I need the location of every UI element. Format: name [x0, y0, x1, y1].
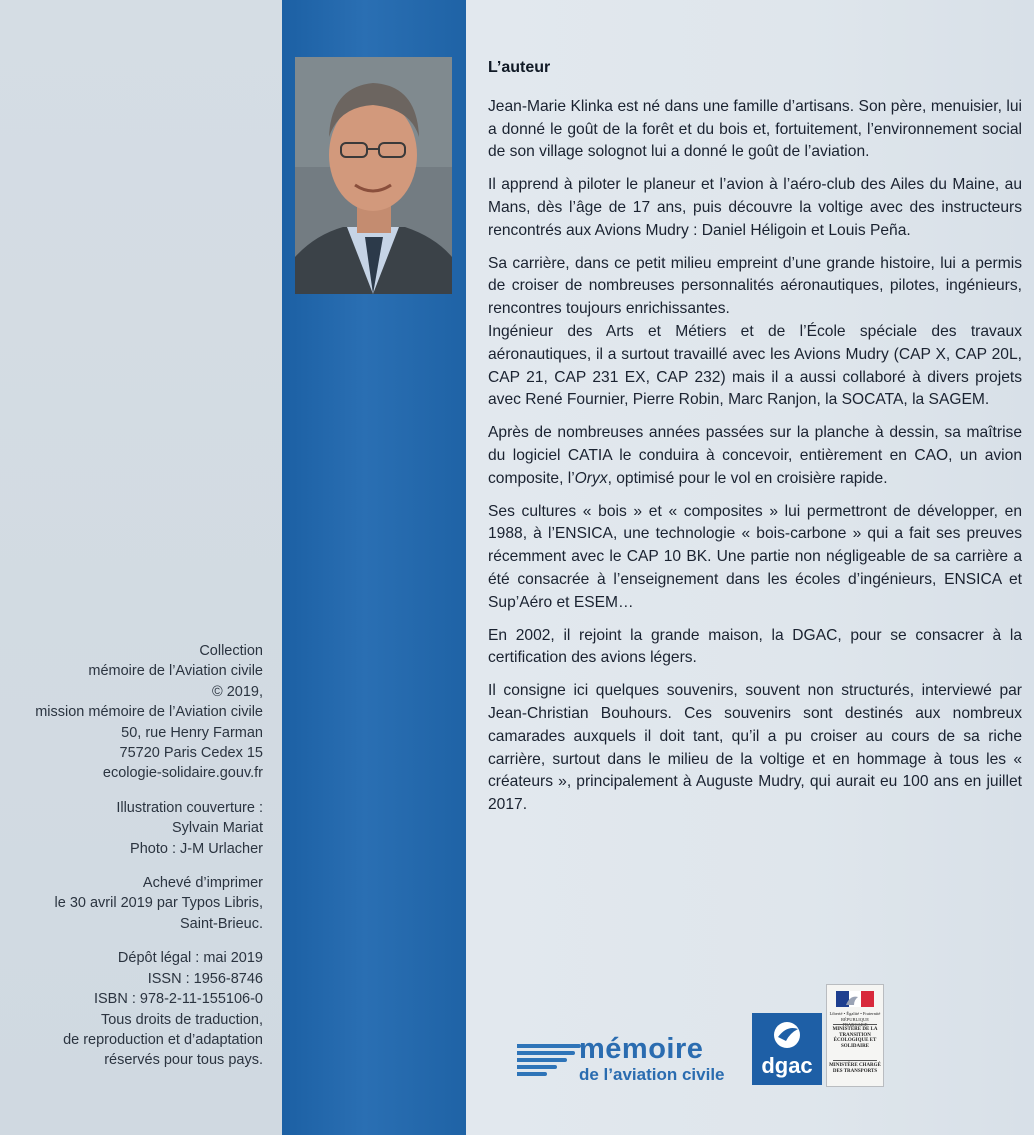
colophon-address-2: 75720 Paris Cedex 15 [119, 745, 263, 762]
colophon-address-1: 50, rue Henry Farman [121, 724, 263, 741]
bio-paragraph-4: Ingénieur des Arts et Métiers et de l’École spéciale des travaux aéronautiques, il a surtout travaillé avec les Avions Mudry (CAP X, CAP 20L, CAP 21, CAP 231 EX, CAP 232) mais il a aussi collaboré à divers projets avec René Fournier, Pierre Robin, Marc Ranjon, la SOCATA, la SAGEM. [488, 322, 1022, 409]
colophon-printed-1: Achevé d’imprimer [142, 875, 263, 892]
bio-paragraph-6: Ses cultures « bois » et « composites » lui permettront de développer, en 1988, à l’ENSICA, une technologie « bois-carbone » qui a fait ses preuves récemment avec le CAP 10 BK. Une partie non négligeable de sa carrière a été consacrée à l’enseignement dans les écoles d’ingénieurs, ENSICA et Sup’Aéro et ESEM… [488, 502, 1022, 611]
colophon-illustration-name: Sylvain Mariat [171, 820, 263, 837]
memoire-aviation-civile-logo [517, 1033, 737, 1089]
colophon-publisher: mission mémoire de l’Aviation civile [35, 704, 263, 721]
colophon-rights-1: Tous droits de traduction, [100, 1011, 263, 1028]
colophon-illustration-label: Illustration couverture : [116, 799, 263, 816]
colophon-rights-2: de reproduction et d’adaptation [63, 1031, 263, 1048]
author-heading: L’auteur [488, 59, 551, 76]
bio-paragraph-7: En 2002, il rejoint la grande maison, la DGAC, pour se consacrer à la certification des avions légers. [488, 626, 1022, 667]
memoire-logo-subtitle: de l’aviation civile [579, 1065, 725, 1084]
bio-paragraph-1: Jean-Marie Klinka est né dans une famille d’artisans. Son père, menuisier, lui a donné le goût de la forêt et du bois et, fortuitement, l’environnement social de son village solognot lui a donné le goût de l’aviation. [488, 97, 1022, 161]
ministere-republic-text: Liberté • Égalité • Fraternité RÉPUBLIQUE [829, 1011, 881, 1022]
colophon-printed-2: le 30 avril 2019 par Typos Libris, [54, 895, 263, 912]
dgac-logo [752, 1013, 822, 1085]
colophon-collection-1: Collection [199, 643, 263, 659]
author-biography [488, 57, 1022, 827]
colophon-printed-3: Saint-Brieuc. [179, 915, 263, 932]
dgac-logo-text: dgac [761, 1053, 813, 1078]
colophon-rights-3: réservés pour tous pays. [104, 1052, 263, 1069]
colophon-isbn: ISBN : 978-2-11-155106-0 [93, 991, 263, 1008]
ministere-ecology-text: MINISTÈRE DE LA TRANSITION ÉCOLOGIQUE ET SOLIDAIRE [832, 1027, 878, 1049]
colophon-legal-deposit: Dépôt légal : mai 2019 [117, 950, 263, 967]
bio-paragraph-8: Il consigne ici quelques souvenirs, souvent non structurés, interviewé par Jean-Christian Bouhours. Ces souvenirs sont destinés aux nombreux camarades auxquels il doit tant, qu’il a pu croiser au cours de sa riche carrière, surtout dans le milieu de la voltige et en hommage à tous les « créateurs », principalement à Auguste Mudry, qui aurait eu 100 ans en juillet 2017. [488, 682, 1022, 814]
bio-paragraph-5-before: Après de nombreuses années passées sur la planche à dessin, sa maîtrise du logiciel CATIA le conduira à concevoir, entièrement en CAO, un avion composite, l’ [488, 424, 1022, 487]
colophon-issn: ISSN : 1956-8746 [147, 970, 263, 987]
colophon-website: ecologie-solidaire.gouv.fr [102, 765, 263, 782]
bio-paragraph-3: Sa carrière, dans ce petit milieu empreint d’une grande histoire, lui a permis de croiser de nombreuses personnalités aéronautiques, pilotes, ingénieurs, rencontres toujours enrichissantes. [488, 254, 1022, 318]
marianne-flag-icon [836, 991, 874, 1007]
colophon-photo-credit: Photo : J-M Urlacher [130, 840, 263, 857]
author-portrait-photo [295, 57, 452, 294]
logo-stripes-icon [517, 1044, 581, 1078]
ministere-logo [826, 984, 884, 1087]
colophon-copyright: © 2019, [212, 683, 263, 700]
memoire-logo-word: mémoire [579, 1033, 704, 1065]
bio-paragraph-5 [488, 422, 1022, 490]
oryx-aircraft-name: Oryx [574, 469, 608, 487]
bio-paragraph-5-after: , optimisé pour le vol en croisière rapide. [607, 469, 888, 487]
ministere-transport-text: MINISTÈRE CHARGÉ DES TRANSPORTS [829, 1063, 881, 1074]
colophon-collection-2: mémoire de l’Aviation civile [88, 663, 263, 680]
bio-paragraph-2: Il apprend à piloter le planeur et l’avion à l’aéro-club des Ailes du Maine, au Mans, dès l’âge de 17 ans, puis découvre la voltige avec des instructeurs rencontrés aux Avions Mudry : Daniel Héligoin et Louis Peña. [488, 176, 1022, 239]
colophon [1, 641, 263, 1071]
